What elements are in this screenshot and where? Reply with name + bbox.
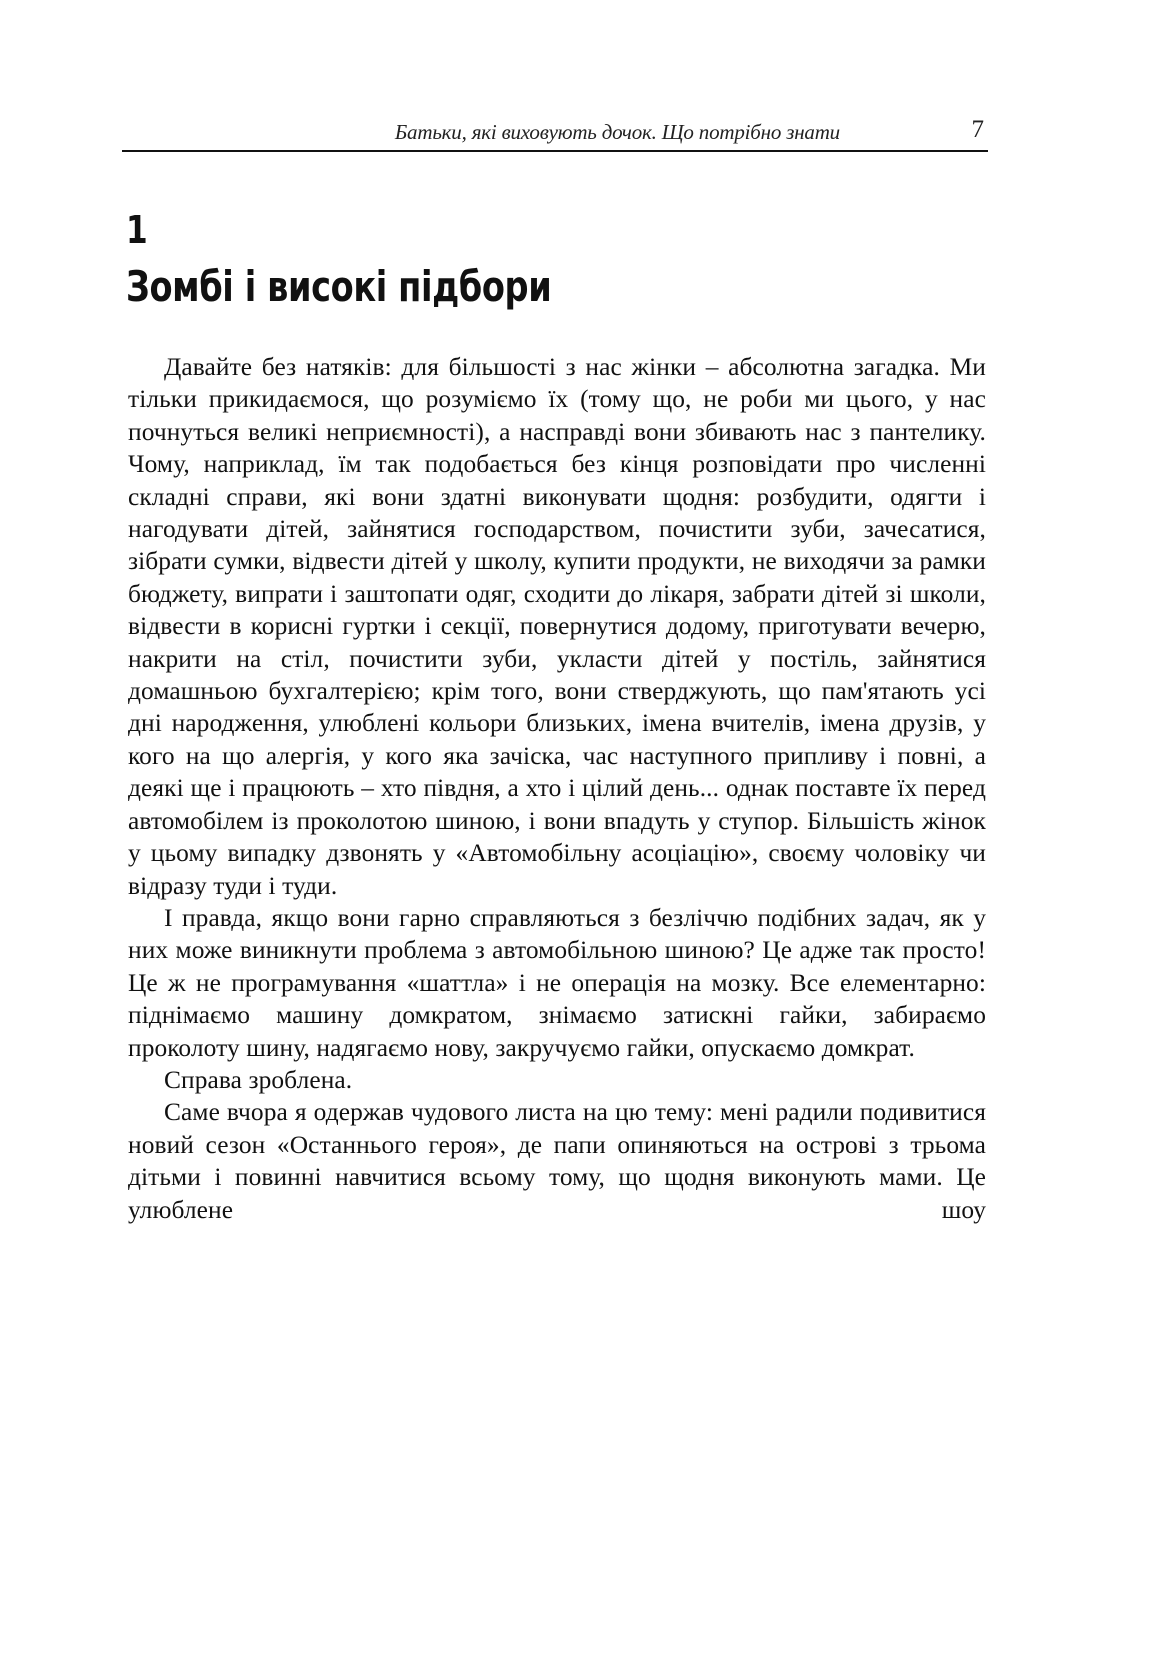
paragraph: І правда, якщо вони гарно справляються з безліччю подібних задач, як у них може виникнути проблема з автомобільною шиною? Це адже так просто! Це ж не програмування «шаттла» і не операція на мозку. Все елементарно: піднімаємо машину домкратом, знімаємо затискні гайки, забираємо проколоту шину, надягаємо нову, закручуємо гайки, опускаємо домкрат.: [128, 903, 986, 1062]
running-header: [122, 116, 988, 152]
paragraph: Саме вчора я одержав чудового листа на цю тему: мені радили подивитися новий сезон «Останнього героя», де папи опиняються на острові з трьома дітьми і повинні навчитися всьому тому, що щодня виконують мами. Це улюблене шоу: [128, 1098, 986, 1224]
paragraph: Давайте без натяків: для більшості з нас жінки – абсолютна загадка. Ми тільки прикидаємося, що розуміємо їх (тому що, не роби ми цього, у нас почнуться великі неприємності), а насправді вони збивають нас з пантелику. Чому, наприклад, їм так подобається без кінця розповідати про численні складні справи, які вони здатні виконувати щодня: розбудити, одягти і нагодувати дітей, зайнятися господарством, почистити зуби, зачесатися, зібрати сумки, відвести дітей у школу, купити продукти, не виходячи за рамки бюджету, випрати і заштопати одяг, сходити до лікаря, забрати дітей зі школи, відвести в корисні гуртки і секції, повернутися додому, приготувати вечерю, накрити на стіл, почистити зуби, укласти дітей у постіль, зайнятися домашньою бухгалтерією; крім того, вони стверджують, що пам'ятають усі дні народження, улюблені кольори близьких, імена вчителів, імена друзів, у кого на що алергія, у кого яка зачіска, час наступного припливу і повні, а деякі ще і працюють – хто півдня, а хто і цілий день... однак поставте їх перед автомобілем із проколотою шиною, і вони впадуть у ступор. Більшість жінок у цьому випадку дзвонять у «Автомобільну асоціацію», своєму чоловіку чи відразу туди і туди.: [128, 353, 986, 900]
running-title: Батьки, які виховують дочок. Що потрібно знати: [394, 120, 840, 144]
chapter-title: Зомбі і високі підбори: [126, 262, 552, 311]
body-text: [128, 351, 986, 1226]
page-number: 7: [971, 116, 984, 143]
chapter-number: 1: [126, 208, 148, 252]
paragraph: Справа зроблена.: [164, 1065, 353, 1094]
